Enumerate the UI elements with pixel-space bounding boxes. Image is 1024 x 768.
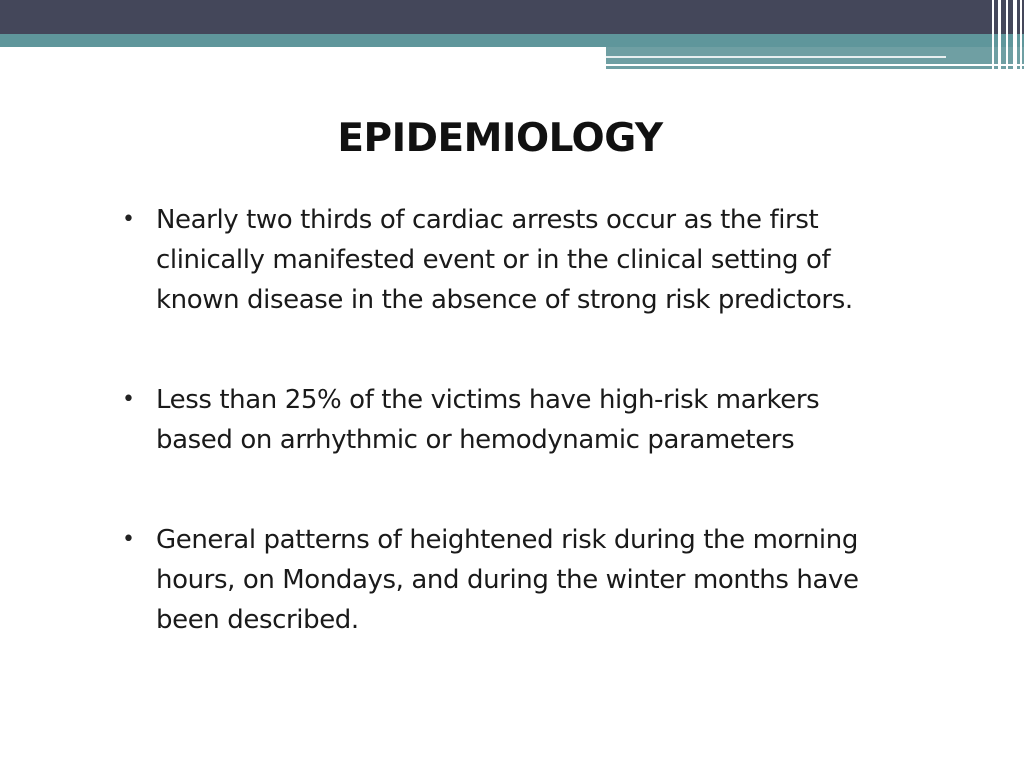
bullet-icon: • xyxy=(122,207,135,232)
bullet-text: General patterns of heightened risk during the morning hours, on Mondays, and during the winter months have been described. xyxy=(156,525,859,635)
header-accent-line xyxy=(606,56,946,58)
bullet-icon: • xyxy=(122,387,135,412)
header-stripe xyxy=(992,0,994,69)
header-stripe xyxy=(998,0,1001,69)
header-stripe xyxy=(1006,0,1008,69)
bullet-item xyxy=(118,380,898,460)
bullet-icon: • xyxy=(122,527,135,552)
header-dark-band xyxy=(0,0,1024,34)
bullet-text: Nearly two thirds of cardiac arrests occur as the first clinically manifested event or in the clinical setting of known disease in the absence of strong risk predictors. xyxy=(156,205,853,315)
bullet-text: Less than 25% of the victims have high-risk markers based on arrhythmic or hemodynamic parameters xyxy=(156,385,820,455)
bullet-item xyxy=(118,200,898,320)
slide-title: EPIDEMIOLOGY xyxy=(337,116,663,161)
header-stripe xyxy=(1013,0,1017,69)
header-teal-band xyxy=(0,34,1024,47)
header-stripe xyxy=(1020,0,1022,69)
bullet-item xyxy=(118,520,898,640)
bullet-list xyxy=(118,200,898,640)
header-accent-line-white xyxy=(606,64,1024,66)
